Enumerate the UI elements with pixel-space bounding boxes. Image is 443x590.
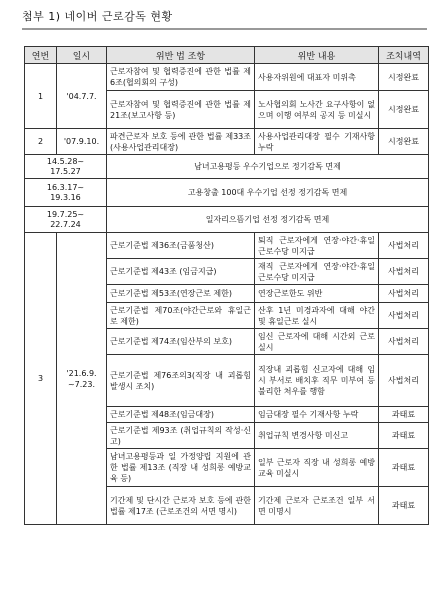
row-action: 사법처리	[379, 233, 429, 259]
row-action: 시정완료	[379, 129, 429, 155]
exemption-row	[25, 207, 429, 233]
row-action: 사법처리	[379, 355, 429, 407]
header-date: 일시	[57, 47, 107, 64]
row-action: 과태료	[379, 407, 429, 423]
header-violation: 위반 내용	[255, 47, 379, 64]
row-no: 2	[25, 129, 57, 155]
exemption-text: 남녀고용평등 우수기업으로 정기감독 면제	[107, 155, 429, 179]
row-date: '21.6.9. ~7.23.	[57, 233, 107, 525]
period-start: 16.3.17~	[46, 182, 85, 192]
row-action: 사법처리	[379, 303, 429, 329]
period-end: 17.5.27	[50, 166, 81, 176]
exemption-row	[25, 155, 429, 179]
row-law: 근로자참여 및 협력증진에 관한 법률 제6조(협의회의 구성)	[107, 64, 255, 91]
exemption-text: 고용창출 100대 우수기업 선정 정기감독 면제	[107, 179, 429, 207]
exemption-period	[25, 207, 107, 233]
row-violation: 기간제 근로자 근로조건 일부 서면 미명시	[255, 487, 379, 525]
row-violation: 임신 근로자에 대해 시간외 근로 실시	[255, 329, 379, 355]
row-law: 근로기준법 제48조(임금대장)	[107, 407, 255, 423]
row-violation: 일부 근로자 직장 내 성희롱 예방교육 미실시	[255, 449, 379, 487]
row-action: 과태료	[379, 423, 429, 449]
row-date: '07.9.10.	[57, 129, 107, 155]
row-law: 근로기준법 제93조 (취업규칙의 작성·신고)	[107, 423, 255, 449]
row-law: 근로기준법 제43조 (임금지급)	[107, 259, 255, 285]
exemption-text: 일자리으뜸기업 선정 정기감독 면제	[107, 207, 429, 233]
exemption-period	[25, 179, 107, 207]
title-divider	[22, 28, 427, 30]
row-violation: 취업규칙 변경사항 미신고	[255, 423, 379, 449]
row-action: 시정완료	[379, 64, 429, 91]
row-law: 남녀고용평등과 일 가정양립 지원에 관한 법률 제13조 (직장 내 성희롱 예방교육 등)	[107, 449, 255, 487]
row-violation: 임금대장 필수 기재사항 누락	[255, 407, 379, 423]
row-action: 사법처리	[379, 285, 429, 303]
period-end: 22.7.24	[50, 219, 81, 229]
row-no: 1	[25, 64, 57, 129]
row-law: 근로기준법 제76조의3(직장 내 괴롭힘 발생시 조치)	[107, 355, 255, 407]
row-law: 근로기준법 제74조(임산부의 보호)	[107, 329, 255, 355]
header-no: 연번	[25, 47, 57, 64]
header-action: 조치내역	[379, 47, 429, 64]
row-action: 시정완료	[379, 91, 429, 129]
row-violation: 노사협의회 노사간 요구사항이 없으며 이행 여부의 공지 등 미실시	[255, 91, 379, 129]
row-violation: 사용사업관리대장 필수 기재사항 누락	[255, 129, 379, 155]
table-row	[25, 64, 429, 91]
row-law: 근로기준법 제36조(금품청산)	[107, 233, 255, 259]
table-header-row	[25, 47, 429, 64]
row-violation: 산후 1년 미경과자에 대해 야간 및 휴일근로 실시	[255, 303, 379, 329]
row-violation: 퇴직 근로자에게 연장·야간·휴일근로수당 미지급	[255, 233, 379, 259]
row-violation: 직장내 괴롭힘 신고자에 대해 임시 부서로 배치후 직무 미부여 등 불리한 처우를 행함	[255, 355, 379, 407]
page-title: 첨부 1) 네이버 근로감독 현황	[22, 10, 173, 23]
period-end: 19.3.16	[50, 192, 81, 202]
row-date: '04.7.7.	[57, 64, 107, 129]
row-action: 과태료	[379, 487, 429, 525]
row-no: 3	[25, 233, 57, 525]
exemption-period	[25, 155, 107, 179]
inspection-table	[24, 46, 429, 525]
header-law: 위반 법 조항	[107, 47, 255, 64]
period-start: 19.7.25~	[46, 209, 85, 219]
row-law: 기간제 및 단시간 근로자 보호 등에 관한 법률 제17조 (근로조건의 서면 명시)	[107, 487, 255, 525]
table-row	[25, 129, 429, 155]
row-law: 근로기준법 제53조(연장근로 제한)	[107, 285, 255, 303]
row-law: 파견근로자 보호 등에 관한 법률 제33조(사용사업관리대장)	[107, 129, 255, 155]
row-violation: 사용자위원에 대표자 미위촉	[255, 64, 379, 91]
row-action: 사법처리	[379, 259, 429, 285]
table-row	[25, 233, 429, 259]
exemption-row	[25, 179, 429, 207]
row-violation: 재직 근로자에게 연장·야간·휴일근로수당 미지급	[255, 259, 379, 285]
period-start: 14.5.28~	[46, 156, 85, 166]
row-action: 사법처리	[379, 329, 429, 355]
row-violation: 연장근로한도 위반	[255, 285, 379, 303]
row-action: 과태료	[379, 449, 429, 487]
row-law: 근로기준법 제70조(야간근로와 휴일근로 제한)	[107, 303, 255, 329]
row-law: 근로자참여 및 협력증진에 관한 법률 제21조(보고사항 등)	[107, 91, 255, 129]
